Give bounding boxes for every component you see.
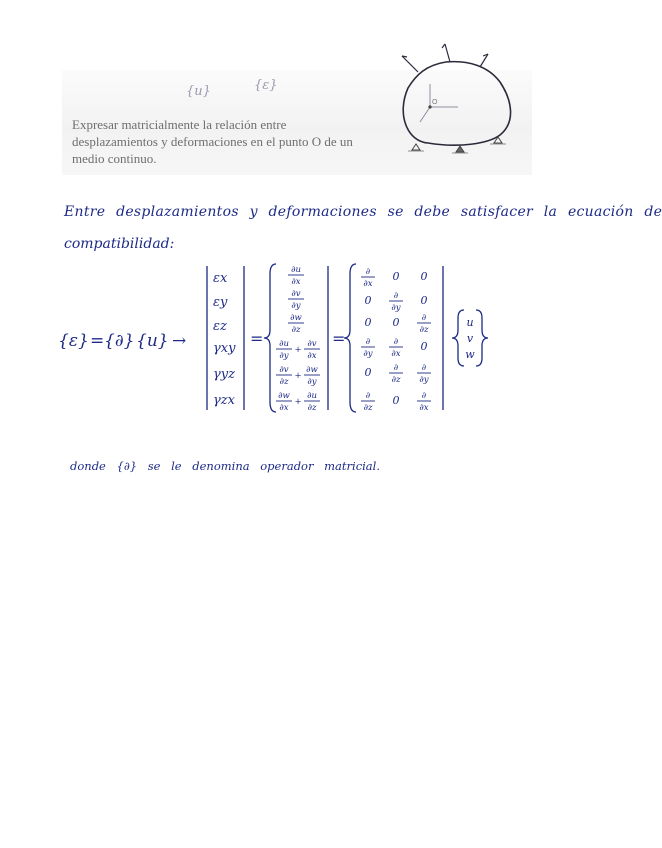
derivative-denominator: ∂x bbox=[307, 351, 317, 361]
plus-sign: + bbox=[294, 371, 302, 381]
problem-line: Expresar matricialmente la relación entre bbox=[72, 117, 287, 132]
derivative-denominator: ∂y bbox=[291, 301, 301, 311]
derivative-numerator: ∂w bbox=[290, 313, 302, 323]
intro-text-line1: Entre desplazamientos y deformaciones se debe satisfacer la ecuación de bbox=[64, 204, 662, 220]
plus-sign: + bbox=[294, 345, 302, 355]
strain-component: εy bbox=[213, 295, 228, 310]
operator-numerator: ∂ bbox=[421, 391, 427, 401]
derivative-numerator: ∂u bbox=[307, 391, 317, 401]
conclusion-text: donde {∂} se le denomina operador matricial. bbox=[70, 459, 380, 473]
operator-numerator: ∂ bbox=[365, 267, 371, 277]
operator-numerator: ∂ bbox=[393, 363, 399, 373]
displacement-component: u bbox=[466, 316, 474, 329]
support-icon bbox=[456, 146, 464, 152]
derivative-numerator: ∂v bbox=[307, 339, 317, 349]
operator-denominator: ∂z bbox=[419, 325, 429, 335]
equals-sign: = bbox=[90, 331, 105, 351]
equals-sign: = bbox=[332, 329, 346, 348]
operator-denominator: ∂x bbox=[419, 403, 429, 413]
operator-zero: 0 bbox=[364, 316, 372, 329]
strain-component: γzx bbox=[213, 393, 235, 408]
operator-denominator: ∂y bbox=[363, 349, 373, 359]
support-icon bbox=[412, 144, 420, 150]
problem-line: desplazamientos y deformaciones en el punto O de un bbox=[72, 134, 353, 149]
force-arrow bbox=[402, 56, 418, 72]
operator-denominator: ∂x bbox=[391, 349, 401, 359]
point-o-label: O bbox=[432, 99, 438, 106]
problem-statement bbox=[72, 116, 372, 167]
displacement-symbol: {u} bbox=[136, 331, 169, 351]
operator-zero: 0 bbox=[364, 366, 372, 379]
operator-denominator: ∂y bbox=[419, 375, 429, 385]
problem-line: medio continuo. bbox=[72, 151, 157, 166]
operator-zero: 0 bbox=[420, 294, 428, 307]
operator-zero: 0 bbox=[392, 316, 400, 329]
operator-numerator: ∂ bbox=[365, 391, 371, 401]
x-axis bbox=[420, 107, 430, 122]
displacement-component: w bbox=[465, 348, 475, 361]
derivative-denominator: ∂y bbox=[279, 351, 289, 361]
operator-denominator: ∂x bbox=[363, 279, 373, 289]
intro-text-line2: compatibilidad: bbox=[64, 236, 175, 252]
strain-operator-symbol: {ε} bbox=[58, 331, 89, 351]
operator-denominator: ∂z bbox=[363, 403, 373, 413]
differential-operator-symbol: {∂} bbox=[104, 331, 135, 351]
strain-component: γyz bbox=[213, 367, 235, 382]
plus-sign: + bbox=[294, 397, 302, 407]
operator-zero: 0 bbox=[420, 270, 428, 283]
force-arrow-head bbox=[442, 44, 445, 48]
implies-arrow: → bbox=[172, 331, 187, 351]
displacement-component: v bbox=[466, 332, 474, 345]
derivative-numerator: ∂w bbox=[278, 391, 290, 401]
derivative-denominator: ∂x bbox=[279, 403, 289, 413]
operator-denominator: ∂z bbox=[391, 375, 401, 385]
operator-zero: 0 bbox=[364, 294, 372, 307]
strain-component: εz bbox=[213, 319, 227, 334]
derivative-denominator: ∂x bbox=[291, 277, 301, 287]
derivative-denominator: ∂z bbox=[307, 403, 317, 413]
compatibility-equation bbox=[50, 258, 540, 423]
strain-component: εx bbox=[213, 271, 228, 286]
derivative-numerator: ∂v bbox=[279, 365, 289, 375]
strain-component: γxy bbox=[213, 341, 236, 356]
operator-numerator: ∂ bbox=[393, 337, 399, 347]
derivative-denominator: ∂z bbox=[279, 377, 289, 387]
derivative-numerator: ∂v bbox=[291, 289, 301, 299]
equals-sign: = bbox=[250, 329, 264, 348]
derivative-numerator: ∂u bbox=[279, 339, 289, 349]
operator-numerator: ∂ bbox=[421, 313, 427, 323]
operator-zero: 0 bbox=[420, 340, 428, 353]
continuum-body-figure bbox=[388, 40, 528, 160]
annotation-epsilon: {ε} bbox=[254, 78, 278, 93]
operator-numerator: ∂ bbox=[421, 363, 427, 373]
force-arrow bbox=[445, 44, 450, 62]
annotation-u: {u} bbox=[186, 84, 211, 99]
derivative-denominator: ∂z bbox=[291, 325, 301, 335]
operator-zero: 0 bbox=[392, 270, 400, 283]
operator-numerator: ∂ bbox=[393, 291, 399, 301]
operator-denominator: ∂y bbox=[391, 303, 401, 313]
derivative-denominator: ∂y bbox=[307, 377, 317, 387]
operator-numerator: ∂ bbox=[365, 337, 371, 347]
body-outline bbox=[403, 62, 510, 146]
derivative-numerator: ∂u bbox=[291, 265, 301, 275]
operator-zero: 0 bbox=[392, 394, 400, 407]
derivative-numerator: ∂w bbox=[306, 365, 318, 375]
